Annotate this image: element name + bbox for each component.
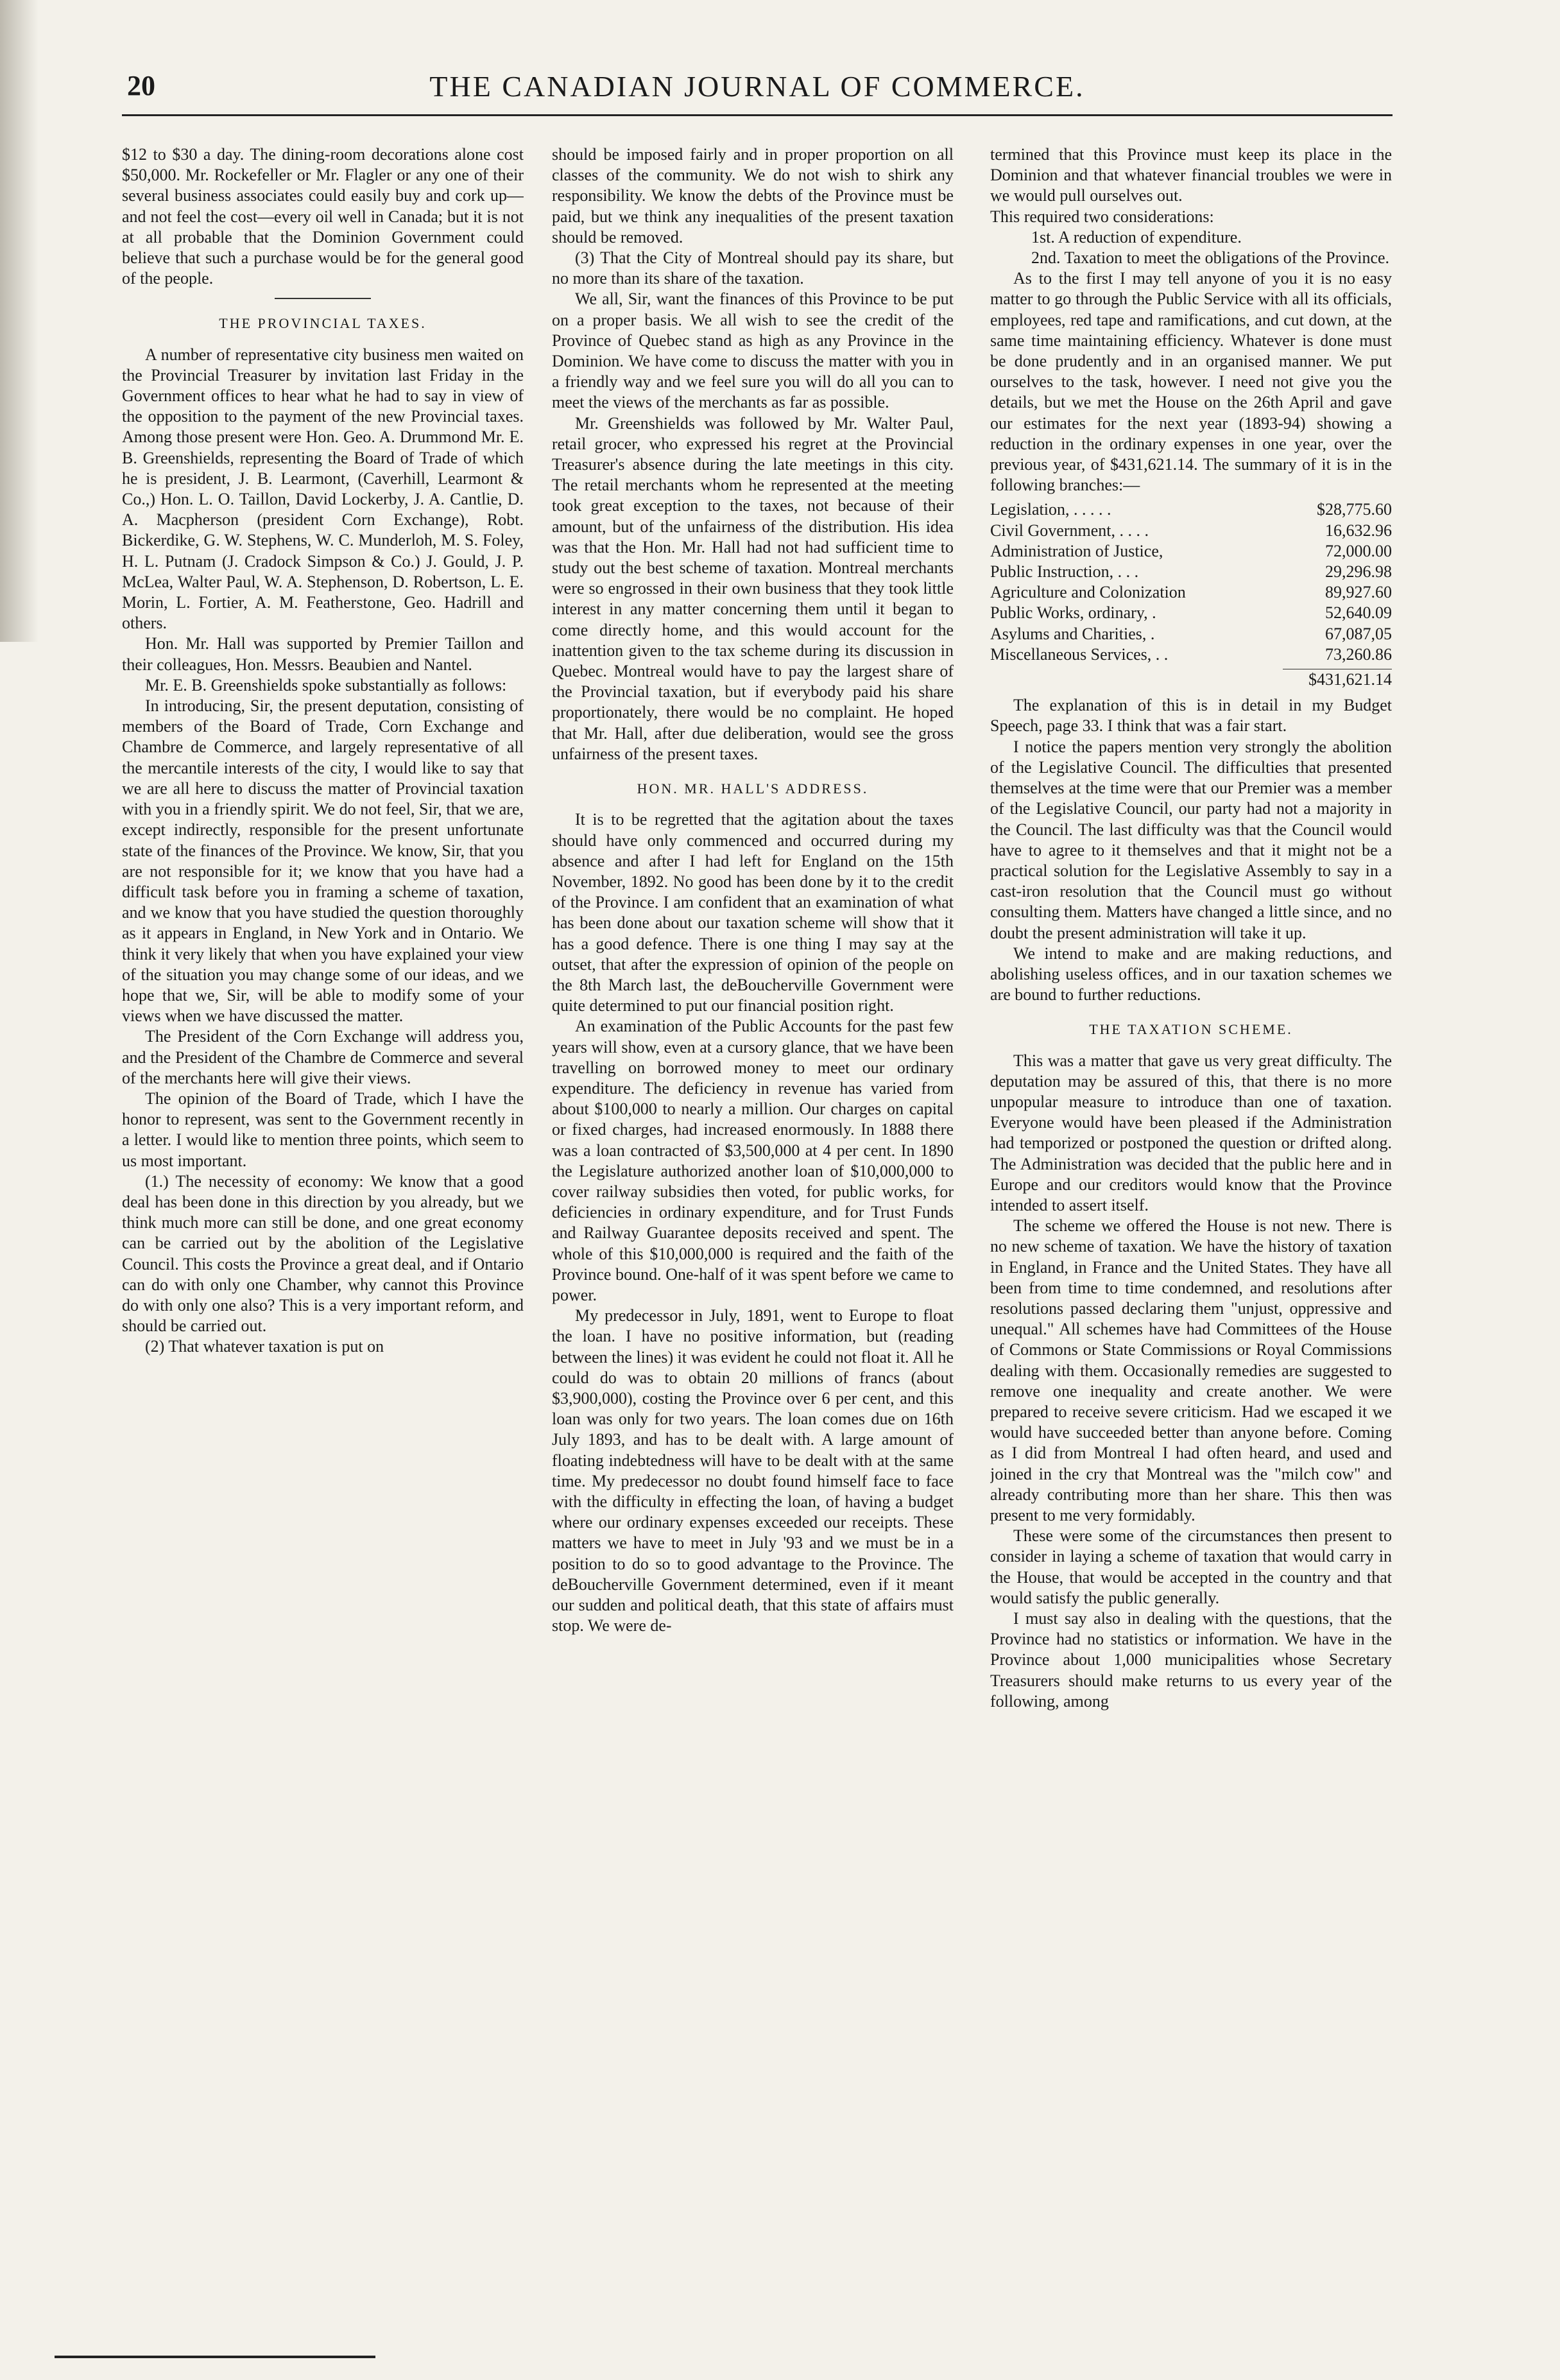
paragraph: The scheme we offered the House is not new. There is no new scheme of taxation. We have the history of taxation in England, in France and the United States. They have all been from time to time condemned, and resolutions after resolutions passed declaring them "unjust, oppressive and unequal." All schemes have had Committees of the House of Commons or State Commissions or Royal Commissions dealing with them. Occasionally remedies are suggested to remove one inequality and create another. We were prepared to receive severe criticism. Had we escaped it we would have succeeded better than anyone before. Coming as I did from Montreal I had often heard, and used and joined in the cry that Montreal was the "milch cow" and already contributing more than her share. This then was present to me very formidably. xyxy=(990,1216,1392,1524)
paragraph: should be imposed fairly and in proper proportion on all classes of the community. We do not wish to shirk any responsibility. We know the debts of the Province must be paid, but we think any inequalities of the present taxation should be removed. xyxy=(552,145,954,246)
row-label: Administration of Justice, xyxy=(990,541,1163,560)
row-value: 29,296.98 xyxy=(1325,562,1392,582)
paragraph: We intend to make and are making reductions, and abolishing useless offices, and in our taxation schemes we are bound to further reductions. xyxy=(990,944,1392,1005)
binding-edge-shadow xyxy=(0,0,39,642)
row-label: Public Instruction, . . . xyxy=(990,562,1139,582)
table-row xyxy=(990,603,1392,623)
table-row xyxy=(990,521,1392,541)
paragraph: My predecessor in July, 1891, went to Europe to float the loan. I have no positive information, but (reading between the lines) it was evident he could not float it. All he could do was to obtain 20 millions of francs (about $3,900,000), costing the Province over 6 per cent, and this loan was only for two years. The loan comes due on 16th July 1893, and has to be dealt with. A large amount of floating indebtedness will have to be dealt with at the same time. My predecessor no doubt found himself face to face with the difficulty in effecting the loan, of having a budget where our ordinary expenses exceeded our receipts. These matters we have to meet in July '93 and we must be in a position to do so to good advantage to the Province. The deBoucherville Government determined, even if it meant our sudden and political death, that this state of affairs must stop. We were de- xyxy=(552,1306,954,1635)
page-header xyxy=(122,69,1393,116)
paragraph: termined that this Province must keep its place in the Dominion and that whatever financial troubles we were in we would pull ourselves out. xyxy=(990,145,1392,205)
paragraph: Hon. Mr. Hall was supported by Premier Taillon and their colleagues, Hon. Messrs. Beaubien and Nantel. xyxy=(122,634,524,674)
table-row xyxy=(990,541,1392,562)
paragraph: An examination of the Public Accounts for the past few years will show, even at a cursory glance, that we have been travelling on borrowed money to meet our ordinary expenditure. The deficiency in revenue has varied from about $100,000 to nearly a million. Our charges on capital or fixed charges, had increased enormously. In 1888 there was a loan contracted of $3,500,000 at 4 per cent. In 1890 the Legislature authorized another loan of $10,000,000 to cover railway subsidies then voted, for public works, for deficiencies in ordinary expenditure, and for Trust Funds and Railway Guarantee deposits received and spent. The whole of this $10,000,000 is required and the faith of the Province bound. One-half of it was spent before we came to power. xyxy=(552,1017,954,1304)
paragraph: (1.) The necessity of economy: We know that a good deal has been done in this direction by you already, but we think much more can still be done, and one great economy can be carried out by the abolition of the Legislative Council. This costs the Province a great deal, and if Ontario can do with only one Chamber, why cannot this Province do with only one also? This is a very important reform, and should be carried out. xyxy=(122,1171,524,1336)
paragraph: This required two considerations: xyxy=(990,207,1214,226)
row-value: 52,640.09 xyxy=(1325,603,1392,623)
paragraph: We all, Sir, want the finances of this Province to be put on a proper basis. We all wish to see the credit of the Province of Quebec stand as high as any Province in the Dominion. We have come to discuss the matter with you in a friendly way and we feel sure you will do all you can to meet the views of the merchants as far as possible. xyxy=(552,289,954,412)
bottom-edge-mark xyxy=(55,2356,375,2358)
row-value: 72,000.00 xyxy=(1325,541,1392,560)
page-number: 20 xyxy=(127,70,155,101)
row-label: Public Works, ordinary, . xyxy=(990,603,1156,623)
paragraph: The opinion of the Board of Trade, which I have the honor to represent, was sent to the Government recently in a letter. I would like to mention three points, which seem to us most important. xyxy=(122,1089,524,1170)
row-label: Legislation, . . . . . xyxy=(990,500,1111,519)
row-label: Agriculture and Colonization xyxy=(990,583,1186,602)
list-item: 2nd. Taxation to meet the obligations of the Province. xyxy=(1031,248,1390,268)
row-label: Miscellaneous Services, . . xyxy=(990,644,1169,664)
paragraph: This was a matter that gave us very great difficulty. The deputation may be assured of this, that there is no more unpopular measure to introduce than one of taxation. Everyone would have been pleased if the Administration had temporized or postponed the question or drifted along. The Administration was decided that the public here and in Europe and our creditors would know that the Province intended to assert itself. xyxy=(990,1051,1392,1214)
column-1 xyxy=(122,144,524,2327)
row-value: 73,260.86 xyxy=(1325,644,1392,664)
table-row xyxy=(990,644,1392,665)
table-row xyxy=(990,582,1392,603)
section-heading-hall-address: HON. MR. HALL'S ADDRESS. xyxy=(637,780,869,797)
paragraph: The explanation of this is in detail in my Budget Speech, page 33. I think that was a fair start. xyxy=(990,696,1392,736)
paragraph: (3) That the City of Montreal should pay its share, but no more than its share of the taxation. xyxy=(552,248,954,288)
section-heading-provincial-taxes: THE PROVINCIAL TAXES. xyxy=(219,315,427,332)
paragraph: $12 to $30 a day. The dining-room decorations alone cost $50,000. Mr. Rockefeller or Mr. Flagler or any one of their several business associates could easily buy and cork up—and not feel the cost—every oil well in Canada; but it is not at all probable that the Dominion Government could believe that such a purchase would be for the general good of the people. xyxy=(122,145,524,288)
paragraph: As to the first I may tell anyone of you it is no easy matter to go through the Public Service with all its officials, employees, red tape and ramifications, and cut down, at the same time maintaining efficiency. Whatever is done must be done prudently and in an organised manner. We put ourselves to the task, however. I need not give you the details, but we met the House on the 26th April and gave our estimates for the next year (1893-94) showing a reduction in the ordinary expenses in one year, over the previous year, of $431,621.14. The summary of it is in the following branches:— xyxy=(990,269,1392,495)
paragraph: A number of representative city business men waited on the Provincial Treasurer by invitation last Friday in the Government offices to hear what he had to say in view of the opposition to the payment of the new Provincial taxes. Among those present were Hon. Geo. A. Drummond Mr. E. B. Greenshields, representing the Board of Trade of which he is president, J. B. Learmont, (Caverhill, Learmont & Co.,) Hon. L. O. Taillon, David Lockerby, J. A. Cantlie, D. A. Macpherson (president Corn Exchange), Robt. Bickerdike, G. W. Stephens, W. C. Munderloh, M. S. Foley, H. L. Putnam (J. Cradock Simpson & Co.) J. Gould, J. P. McLea, Walter Paul, W. A. Stephenson, D. Robertson, L. E. Morin, L. Fortier, A. M. Featherstone, Geo. Hadrill and others. xyxy=(122,345,524,633)
paragraph: Mr. E. B. Greenshields spoke substantially as follows: xyxy=(145,675,507,694)
row-label: Civil Government, . . . . xyxy=(990,521,1149,540)
column-2 xyxy=(552,144,954,2327)
paragraph: In introducing, Sir, the present deputation, consisting of members of the Board of Trade, Corn Exchange and Chambre de Commerce, and largely representative of all the mercantile interests of the city, I would like to say that we are all here to discuss the matter of Provincial taxation with you in a friendly spirit. We do not feel, Sir, that we are, except indirectly, responsible for the present unfortunate state of the finances of the Province. We know, Sir, that you are not responsible for it; we know that you have had a difficult task before you in framing a scheme of taxation, and we know that you have studied the question thoroughly as it appears in England, in New York and in Ontario. We think it very likely that when you have explained your view of the situation you may change some of our ideas, and we hope that we, Sir, will be able to modify some of your views when we have discussed the matter. xyxy=(122,696,524,1026)
paragraph: Mr. Greenshields was followed by Mr. Walter Paul, retail grocer, who expressed his regret at the Provincial Treasurer's absence during the late meetings in this city. The retail merchants whom he represented at the meeting took great exception to the taxes, not because of their amount, but of the unfairness of the distribution. His idea was that the Hon. Mr. Hall had not had sufficient time to study out the best scheme of taxation. Montreal merchants were so engrossed in their own business that they took little interest in any matter concerning them until it began to come directly home, and this would account for the inattention given to the tax scheme during its discussion in Quebec. Montreal would have to pay the largest share of the Provincial taxation, but if everybody paid his share proportionately, there would be no complaint. He hoped that Mr. Hall, after due deliberation, would see the gross unfairness of the present taxes. xyxy=(552,413,954,763)
paragraph: The President of the Corn Exchange will address you, and the President of the Chambre de Commerce and several of the merchants here will give their views. xyxy=(122,1027,524,1087)
column-3 xyxy=(990,144,1392,2327)
row-value: 89,927.60 xyxy=(1325,583,1392,602)
budget-summary-table xyxy=(990,499,1392,690)
row-value: $28,775.60 xyxy=(1317,500,1392,519)
journal-title: THE CANADIAN JOURNAL OF COMMERCE. xyxy=(429,70,1085,103)
list-item: 1st. A reduction of expenditure. xyxy=(1031,227,1242,246)
table-row xyxy=(990,499,1392,520)
budget-total: $431,621.14 xyxy=(1283,669,1392,690)
section-divider xyxy=(275,298,371,299)
table-row xyxy=(990,624,1392,644)
paragraph: I notice the papers mention very strongly the abolition of the Legislative Council. The difficulties that presented themselves at the time were that our Premier was a member of the Legislative Council, our party had not a majority in the Council. The last difficulty was that the Council would have to agree to it themselves and that it might not be a practical solution for the Legislative Assembly to say in a cast-iron resolution that the Council must go without consulting them. Matters have changed a little since, and no doubt the present administration will take it up. xyxy=(990,737,1392,942)
section-heading-taxation-scheme: THE TAXATION SCHEME. xyxy=(1089,1021,1293,1038)
row-value: 16,632.96 xyxy=(1325,521,1392,540)
paragraph: These were some of the circumstances then present to consider in laying a scheme of taxation that would carry in the House, that would be accepted in the country and that would satisfy the public generally. xyxy=(990,1526,1392,1607)
row-value: 67,087,05 xyxy=(1325,624,1392,643)
paragraph: (2) That whatever taxation is put on xyxy=(145,1337,384,1356)
paragraph: It is to be regretted that the agitation about the taxes should have only commenced and occurred during my absence and after I had left for England on the 15th November, 1892. No good has been done by it to the credit of the Province. I am confident that an examination of what has been done about our taxation scheme will show that it has a good defence. There is one thing I may say at the outset, that after the expression of opinion of the people on the 8th March last, the deBoucherville Government were quite determined to put our financial position right. xyxy=(552,810,954,1015)
paragraph: I must say also in dealing with the questions, that the Province had no statistics or information. We have in the Province about 1,000 municipalities whose Secretary Treasurers should make returns to us every year of the following, among xyxy=(990,1609,1392,1711)
row-label: Asylums and Charities, . xyxy=(990,624,1155,643)
table-row xyxy=(990,562,1392,582)
